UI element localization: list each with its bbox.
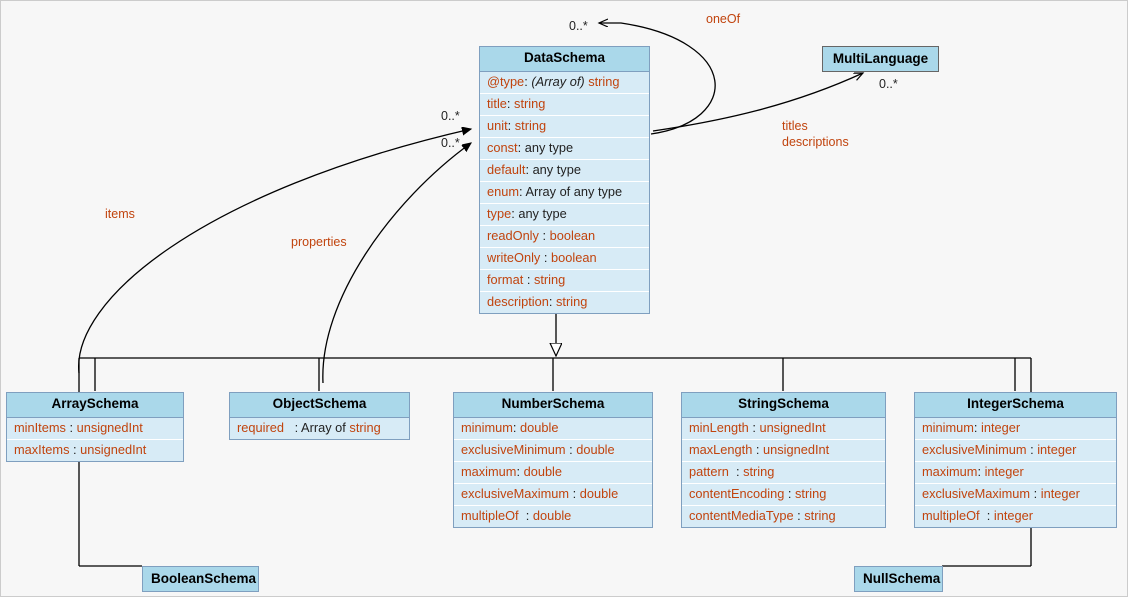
attribute-row xyxy=(915,462,1116,484)
attr-type: Array of any type xyxy=(525,183,623,199)
attr-name: enum xyxy=(487,183,520,199)
attr-name: exclusiveMinimum xyxy=(922,441,1027,457)
attr-type: integer xyxy=(981,419,1021,435)
attr-sep: : xyxy=(526,271,531,287)
attr-type: any type xyxy=(532,161,581,177)
edge-label-one-of: oneOf xyxy=(706,12,741,26)
class-array-schema[interactable] xyxy=(6,392,184,462)
attr-sep: : xyxy=(548,293,553,309)
attribute-row xyxy=(682,506,885,527)
class-data-schema-title: DataSchema xyxy=(480,47,649,72)
attr-sep: : xyxy=(797,507,801,523)
attribute-row xyxy=(230,418,409,439)
class-string-schema-title: StringSchema xyxy=(682,393,885,418)
attribute-row xyxy=(682,440,885,462)
attr-type: integer xyxy=(1040,485,1080,501)
attr-name: maximum xyxy=(922,463,978,479)
attr-name: exclusiveMaximum xyxy=(922,485,1031,501)
class-multi-language[interactable]: MultiLanguage xyxy=(822,46,939,72)
class-string-schema[interactable] xyxy=(681,392,886,528)
attribute-row xyxy=(480,226,649,248)
attr-name: type xyxy=(487,205,512,221)
attr-sep: : xyxy=(294,419,299,435)
attr-type: boolean xyxy=(549,227,596,243)
attr-type: integer xyxy=(993,507,1033,523)
class-integer-schema[interactable] xyxy=(914,392,1117,528)
attribute-row xyxy=(480,116,649,138)
attr-sep: : xyxy=(1030,441,1034,457)
attribute-row xyxy=(480,292,649,313)
attribute-row xyxy=(915,440,1116,462)
attr-type: double xyxy=(523,463,563,479)
attr-type: string xyxy=(588,73,620,89)
class-object-schema[interactable] xyxy=(229,392,410,440)
attribute-row xyxy=(682,418,885,440)
class-number-schema-title: NumberSchema xyxy=(454,393,652,418)
attr-sep: : xyxy=(752,419,756,435)
attr-name: unit xyxy=(487,117,508,133)
attr-sep: : xyxy=(507,117,512,133)
multiplicity-items: 0..* xyxy=(441,109,460,123)
attr-name: maxLength xyxy=(689,441,753,457)
multiplicity-multi-language: 0..* xyxy=(879,77,898,91)
attr-name: @type xyxy=(487,73,525,89)
attr-name: minItems xyxy=(14,419,66,435)
attr-sep: : xyxy=(512,419,517,435)
attribute-row xyxy=(480,270,649,292)
attribute-row xyxy=(454,484,652,506)
attr-name: exclusiveMaximum xyxy=(461,485,570,501)
attr-type: double xyxy=(520,419,559,435)
attr-type: boolean xyxy=(551,249,597,265)
attribute-row xyxy=(480,182,649,204)
attr-sep: : xyxy=(517,139,522,155)
attr-sep: : xyxy=(524,73,528,89)
attr-name: exclusiveMinimum xyxy=(461,441,566,457)
attr-name: title xyxy=(487,95,507,111)
attribute-row xyxy=(454,462,652,484)
attr-type: unsignedInt xyxy=(76,419,143,435)
attr-type: double xyxy=(576,441,615,457)
attr-type-italic: (Array of) xyxy=(531,73,585,89)
attribute-row xyxy=(915,484,1116,506)
attr-name: default xyxy=(487,161,526,177)
attr-name: required xyxy=(237,419,284,435)
attribute-row xyxy=(480,138,649,160)
attr-sep: : xyxy=(511,205,515,221)
class-number-schema[interactable] xyxy=(453,392,653,528)
attr-type: string xyxy=(743,463,775,479)
attribute-row xyxy=(454,506,652,527)
edge-label-properties: properties xyxy=(291,235,347,249)
attribute-row xyxy=(915,506,1116,527)
attr-sep: : xyxy=(755,441,760,457)
attr-sep: : xyxy=(69,419,74,435)
attr-name: readOnly xyxy=(487,227,539,243)
attr-type: any type xyxy=(518,205,567,221)
attr-name: minLength xyxy=(689,419,749,435)
attr-type: double xyxy=(532,507,572,523)
attr-sep: : xyxy=(572,485,577,501)
attr-sep: : xyxy=(525,507,530,523)
attr-type: string xyxy=(514,95,546,111)
attribute-row xyxy=(480,160,649,182)
attr-sep: : xyxy=(519,183,523,199)
attribute-row xyxy=(7,440,183,461)
attribute-row xyxy=(480,204,649,226)
edge-label-items: items xyxy=(105,207,135,221)
attr-sep: : xyxy=(735,463,740,479)
attr-name: multipleOf xyxy=(922,507,980,523)
attr-type-prefix: Array of xyxy=(301,419,346,435)
attr-type: string xyxy=(556,293,588,309)
attr-sep: : xyxy=(516,463,521,479)
attr-type: unsignedInt xyxy=(80,441,147,457)
attr-sep: : xyxy=(543,249,548,265)
attr-name: format xyxy=(487,271,524,287)
attr-name: const xyxy=(487,139,518,155)
multiplicity-properties: 0..* xyxy=(441,136,460,150)
class-integer-schema-title: IntegerSchema xyxy=(915,393,1116,418)
attr-sep: : xyxy=(977,463,982,479)
attr-type: any type xyxy=(524,139,574,155)
attr-type: string xyxy=(533,271,566,287)
multiplicity-one-of: 0..* xyxy=(569,19,588,33)
attr-sep: : xyxy=(1033,485,1038,501)
attribute-row xyxy=(480,94,649,116)
attr-name: minimum xyxy=(922,419,974,435)
attr-name: contentEncoding xyxy=(689,485,785,501)
attr-type: integer xyxy=(1037,441,1077,457)
class-object-schema-title: ObjectSchema xyxy=(230,393,409,418)
attr-name: minimum xyxy=(461,419,513,435)
attr-type: integer xyxy=(984,463,1024,479)
attribute-row xyxy=(454,440,652,462)
attr-type: double xyxy=(579,485,619,501)
attr-name: writeOnly xyxy=(487,249,541,265)
attribute-row xyxy=(7,418,183,440)
attr-name: pattern xyxy=(689,463,729,479)
attr-sep: : xyxy=(73,441,77,457)
attr-sep: : xyxy=(986,507,991,523)
attr-sep: : xyxy=(506,95,511,111)
attr-type: string xyxy=(804,507,836,523)
edge-label-titles: titles xyxy=(782,119,808,133)
attr-type: string xyxy=(349,419,381,435)
attr-sep: : xyxy=(787,485,792,501)
attr-type: string xyxy=(514,117,547,133)
attr-sep: : xyxy=(525,161,529,177)
attr-sep: : xyxy=(542,227,547,243)
class-boolean-schema[interactable]: BooleanSchema xyxy=(142,566,259,592)
attr-sep: : xyxy=(973,419,978,435)
attr-type: string xyxy=(795,485,827,501)
attr-type: unsignedInt xyxy=(759,419,826,435)
attr-sep: : xyxy=(569,441,573,457)
attribute-row xyxy=(454,418,652,440)
attribute-row xyxy=(480,72,649,94)
attribute-row xyxy=(682,484,885,506)
attr-type: unsignedInt xyxy=(763,441,830,457)
attr-name: maximum xyxy=(461,463,517,479)
class-data-schema[interactable] xyxy=(479,46,650,314)
attr-name: maxItems xyxy=(14,441,70,457)
attribute-row xyxy=(480,248,649,270)
attribute-row xyxy=(682,462,885,484)
attribute-row xyxy=(915,418,1116,440)
edge-label-descriptions: descriptions xyxy=(782,135,849,149)
class-array-schema-title: ArraySchema xyxy=(7,393,183,418)
class-null-schema[interactable]: NullSchema xyxy=(854,566,943,592)
attr-name: multipleOf xyxy=(461,507,519,523)
attr-name: description xyxy=(487,293,549,309)
attr-name: contentMediaType xyxy=(689,507,794,523)
